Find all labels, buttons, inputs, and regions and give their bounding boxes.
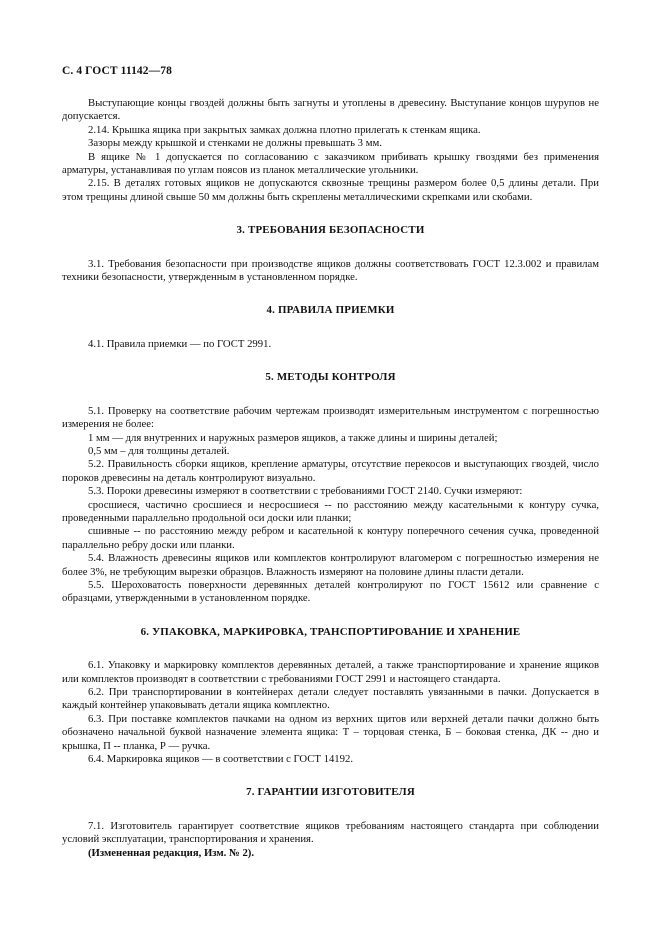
paragraph: В ящике № 1 допускается по согласованию с заказчиком прибивать крышку гвоздями без применения арматуры, устанавливая по углам поясов из планок металлические угольники. [62,150,599,177]
paragraph: 5.2. Правильность сборки ящиков, крепление арматуры, отсутствие перекосов и выступающих гвоздей, число пороков древесины на деталь контролируют визуально. [62,458,599,484]
document-body [62,97,599,860]
section-spacer [62,284,599,304]
paragraph: 6.1. Упаковку и маркировку комплектов деревянных деталей, а также транспортирование и хранение ящиков или комплектов производят в соответствии с требованиями ГОСТ 2991 и настоящего стандарта. [62,659,599,685]
section-heading: 4. ПРАВИЛА ПРИЕМКИ [266,304,395,317]
section-spacer [62,639,599,659]
paragraph: сросшиеся, частично сросшиеся и несросшиеся -- по расстоянию между касательными к контуру сучка, проведенными параллельно продольной оси доски или планки; [62,498,599,524]
paragraph: Зазоры между крышкой и стенками не должны превышать 3 мм. [88,137,382,150]
paragraph: 5.3. Пороки древесины измеряют в соответствии с требованиями ГОСТ 2140. Сучки измеряют: [88,485,523,498]
paragraph: 2.14. Крышка ящика при закрытых замках должна плотно прилегать к стенкам ящика. [88,123,481,136]
paragraph: 4.1. Правила приемки — по ГОСТ 2991. [88,337,272,350]
paragraph: 5.5. Шероховатость поверхности деревянных деталей контролируют по ГОСТ 15612 или сравнение с образцами, утвержденными в установленном порядке. [62,578,599,605]
paragraph: 6.2. При транспортировании в контейнерах детали следует поставлять увязанными в пачки. Допускается в каждый контейнер упаковывать детали ящика комплектно. [62,686,599,712]
page-header: С. 4 ГОСТ 11142—78 [62,65,172,77]
section-spacer [62,385,599,405]
paragraph: 1 мм — для внутренних и наружных размеров ящиков, а также длины и ширины деталей; [88,431,498,444]
section-heading: 7. ГАРАНТИИ ИЗГОТОВИТЕЛЯ [246,786,415,799]
paragraph: Выступающие концы гвоздей должны быть загнуты и утоплены в древесину. Выступание концов шурупов не допускается. [62,97,599,123]
section-spacer [62,318,599,338]
section-spacer [62,351,599,371]
section-spacer [62,204,599,224]
paragraph: 5.1. Проверку на соответствие рабочим чертежам производят измерительным инструментом с погрешностью измерения не более: [62,404,599,431]
paragraph: 2.15. В деталях готовых ящиков не допускаются сквозные трещины размером более 0,5 длины детали. При этом трещины длиной свыше 50 мм должны быть скреплены металлическими скрепками или скобами. [62,177,599,203]
section-spacer [62,238,599,258]
paragraph: сшивные -- по расстоянию между ребром и касательной к контуру поперечного сечения сучка, проведенной параллельно ребру доски или планки. [62,525,599,551]
paragraph: 0,5 мм – для толщины деталей. [88,444,230,457]
amendment-note: (Измененная редакция, Изм. № 2). [88,846,255,859]
paragraph: 5.4. Влажность древесины ящиков или комплектов контролируют влагомером с погрешностью измерения не более 3%, не требующим вырезки образцов. Влажность измеряют на половине длины пласти детали. [62,552,599,578]
section-spacer [62,606,599,626]
paragraph: 6.4. Маркировка ящиков — в соответствии с ГОСТ 14192. [88,753,353,766]
document-page [62,0,599,936]
section-heading: 6. УПАКОВКА, МАРКИРОВКА, ТРАНСПОРТИРОВАНИЕ И ХРАНЕНИЕ [140,625,521,638]
section-heading: 3. ТРЕБОВАНИЯ БЕЗОПАСНОСТИ [236,224,425,237]
section-heading: 5. МЕТОДЫ КОНТРОЛЯ [265,371,396,384]
section-spacer [62,766,599,786]
paragraph: 6.3. При поставке комплектов пачками на одном из верхних щитов или верхней детали пачки должно быть обозначено начальной буквой назначение элемента ящика: Т – торцовая стенка, Б – боковая стенка, ДК -- дно и крышка, П -- планка, Р — ручка. [62,712,599,752]
section-spacer [62,800,599,820]
paragraph: 7.1. Изготовитель гарантирует соответствие ящиков требованиям настоящего стандарта при соблюдении условий эксплуатации, транспортирования и хранения. [62,819,599,846]
paragraph: 3.1. Требования безопасности при производстве ящиков должны соответствовать ГОСТ 12.3.002 и правилам техники безопасности, утвержденным в установленном порядке. [62,257,599,284]
